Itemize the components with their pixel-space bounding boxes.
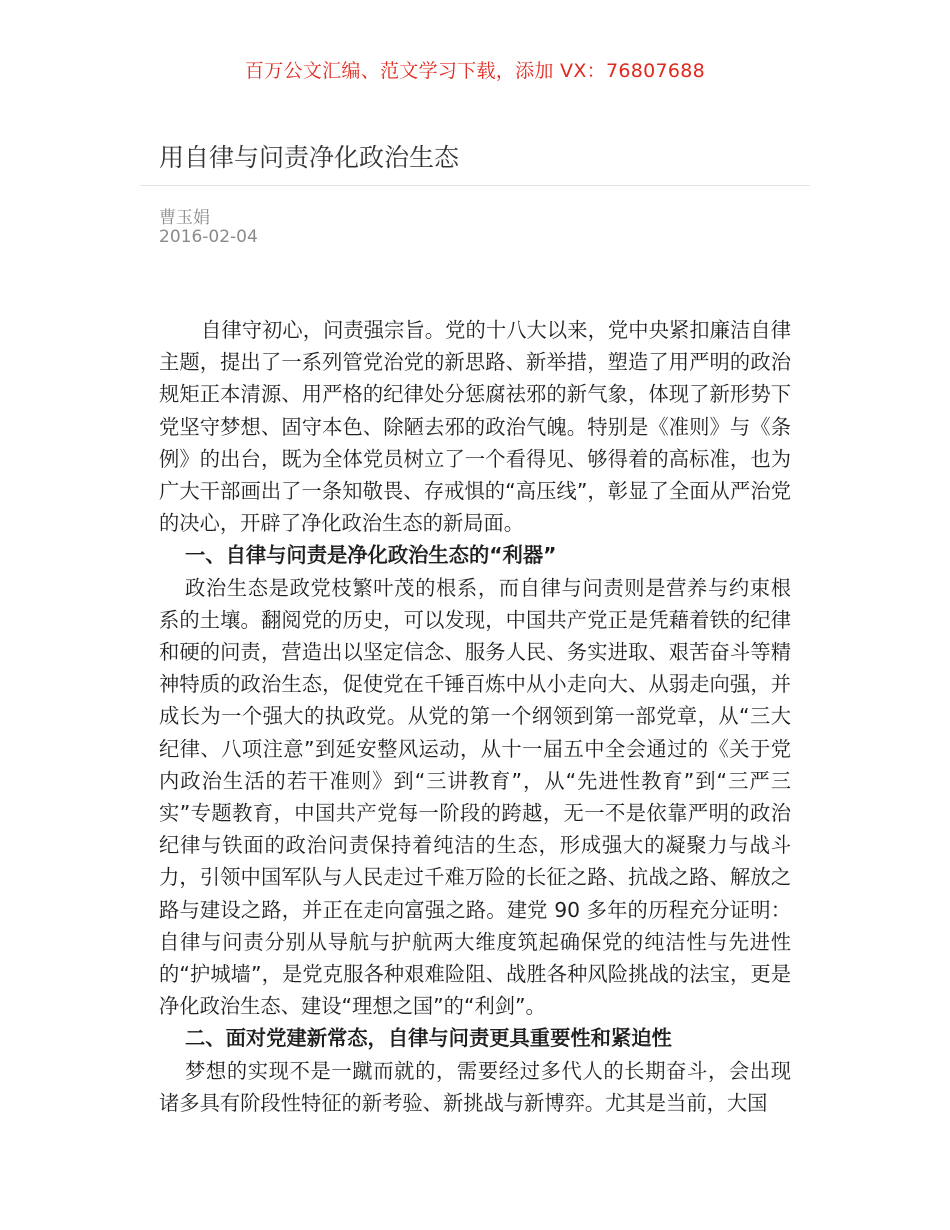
- author-name: 曹玉娟: [159, 208, 210, 228]
- title-divider: [140, 185, 810, 186]
- publish-date: 2016-02-04: [159, 227, 258, 247]
- promo-banner: 百万公文汇编、范文学习下载，添加 VX：76807688: [244, 60, 706, 82]
- intro-paragraph: 自律守初心，问责强宗旨。党的十八大以来，党中央紧扣廉洁自律主题，提出了一系列管党治党的新思路、新举措，塑造了用严明的政治规矩正本清源、用严格的纪律处分惩腐祛邪的新气象，体现了新形势下党坚守梦想、固守本色、除陋去邪的政治气魄。特别是《准则》与《条例》的出台，既为全体党员树立了一个看得见、够得着的高标准，也为广大干部画出了一条知敬畏、存戒惧的“高压线”，彰显了全面从严治党的决心，开辟了净化政治生态的新局面。: [159, 318, 791, 536]
- section-heading-2: 二、面对党建新常态，自律与问责更具重要性和紧迫性: [185, 1026, 672, 1051]
- article-title: 用自律与问责净化政治生态: [159, 143, 460, 172]
- section-heading-1: 一、自律与问责是净化政治生态的“利器”: [185, 543, 557, 568]
- body-paragraph: 梦想的实现不是一蹴而就的，需要经过多代人的长期奋斗，会出现诸多具有阶段性特征的新考验、新挑战与新博弈。尤其是当前，大国: [159, 1058, 791, 1115]
- article-body: [159, 314, 791, 1119]
- body-paragraph: 政治生态是政党枝繁叶茂的根系，而自律与问责则是营养与约束根系的土壤。翻阅党的历史，可以发现，中国共产党正是凭藉着铁的纪律和硬的问责，营造出以坚定信念、服务人民、务实进取、艰苦奋斗等精神特质的政治生态，促使党在千锤百炼中从小走向大、从弱走向强，并成长为一个强大的执政党。从党的第一个纲领到第一部党章，从“三大纪律、八项注意”到延安整风运动，从十一届五中全会通过的《关于党内政治生活的若干准则》到“三讲教育”，从“先进性教育”到“三严三实”专题教育，中国共产党每一阶段的跨越，无一不是依靠严明的政治纪律与铁面的政治问责保持着纯洁的生态，形成强大的凝聚力与战斗力，引领中国军队与人民走过千难万险的长征之路、抗战之路、解放之路与建设之路，并正在走向富强之路。建党 90 多年的历程充分证明：自律与问责分别从导航与护航两大维度筑起确保党的纯洁性与先进性的“护城墙”，是党克服各种艰难险阻、战胜各种风险挑战的法宝，更是净化政治生态、建设“理想之国”的“利剑”。: [159, 575, 791, 1019]
